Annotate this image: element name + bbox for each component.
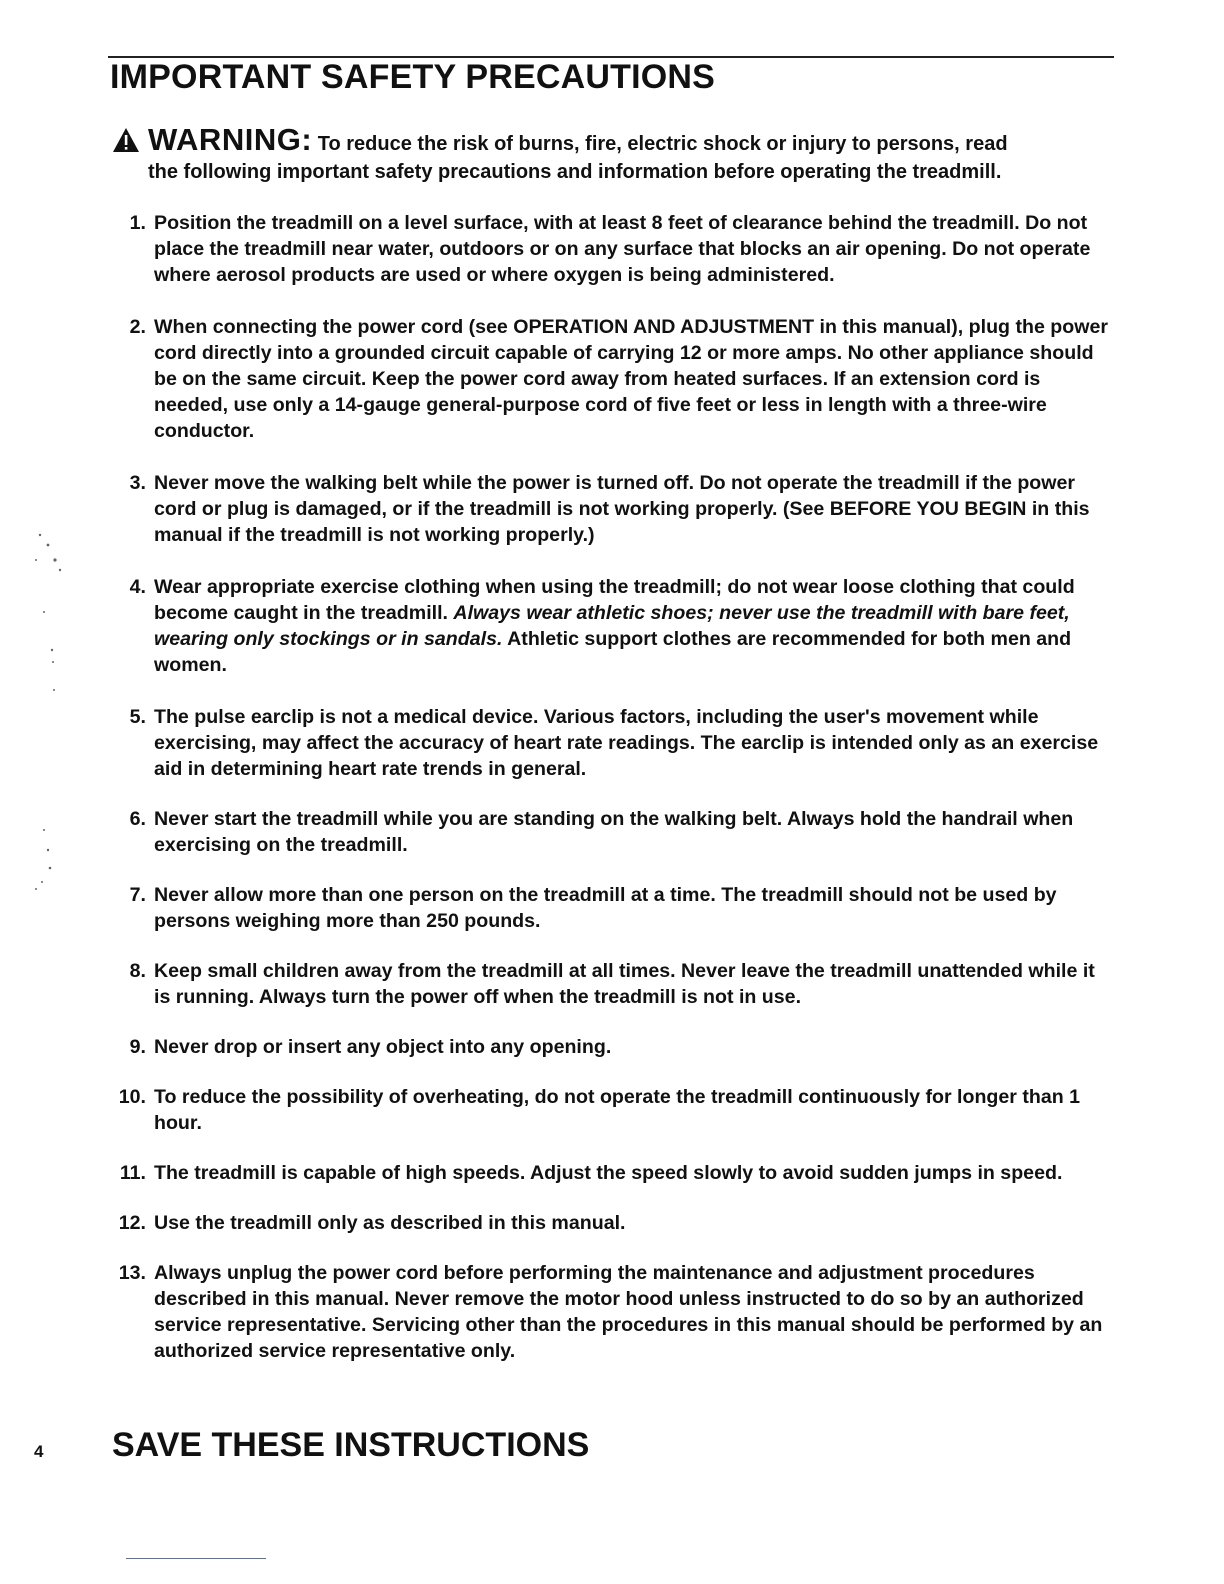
list-item — [112, 704, 1112, 782]
list-item — [112, 574, 1112, 678]
list-item — [112, 806, 1112, 858]
item-text: Athletic support clothes are recommended for both men and women. — [154, 628, 1072, 676]
warning-triangle-icon — [112, 127, 148, 153]
item-number: 4. — [129, 576, 146, 598]
item-text: When connecting the power cord (see OPERATION AND ADJUSTMENT in this manual), plug the power cord directly into a grounded circuit capable of carrying 12 or more amps. No other appliance should be on the same circuit. Keep the power cord away from heated surfaces. If an extension cord is needed, use only a 14-gauge general-purpose cord of five feet or less in length with a three-wire conductor. — [154, 316, 1108, 442]
precautions-list — [112, 210, 1112, 1364]
list-item — [112, 210, 1112, 288]
list-item — [112, 314, 1112, 444]
item-number: 5. — [129, 706, 146, 728]
page-number: 4 — [34, 1442, 44, 1461]
item-number: 6. — [129, 808, 146, 830]
item-number: 12. — [118, 1212, 146, 1234]
item-number: 7. — [129, 884, 146, 906]
item-text: Position the treadmill on a level surface, with at least 8 feet of clearance behind the treadmill. Do not place the treadmill near water, outdoors or on any surface that blocks an air opening. Do not operate where aerosol products are used or where oxygen is being administered. — [154, 212, 1091, 286]
warning-text-2: the following important safety precautions and information before operating the treadmill. — [148, 161, 1002, 183]
item-number: 3. — [129, 472, 146, 494]
list-item — [112, 470, 1112, 548]
warning-block — [112, 122, 1112, 186]
item-number: 8. — [129, 960, 146, 982]
item-number: 10. — [118, 1086, 146, 1108]
item-number: 11. — [119, 1162, 146, 1184]
list-item — [112, 1210, 1112, 1236]
item-text: Never drop or insert any object into any opening. — [154, 1036, 612, 1058]
save-instructions-heading: SAVE THESE INSTRUCTIONS — [112, 1426, 590, 1464]
item-text: Never allow more than one person on the treadmill at a time. The treadmill should not be used by persons weighing more than 250 pounds. — [154, 884, 1057, 932]
item-text: The pulse earclip is not a medical device. Various factors, including the user's movement while exercising, may affect the accuracy of heart rate readings. The earclip is intended only as an exercise aid in determining heart rate trends in general. — [154, 706, 1099, 780]
warning-label: WARNING: — [148, 122, 313, 157]
item-number: 9. — [129, 1036, 146, 1058]
warning-text-1: To reduce the risk of burns, fire, electric shock or injury to persons, read — [317, 133, 1008, 155]
warning-line-1 — [112, 122, 1112, 158]
list-item — [112, 882, 1112, 934]
scan-speckle-marks — [0, 0, 80, 900]
item-text: The treadmill is capable of high speeds. Adjust the speed slowly to avoid sudden jumps in speed. — [154, 1162, 1063, 1184]
item-number: 1. — [129, 212, 146, 234]
item-number: 13. — [118, 1262, 146, 1284]
item-text: Never start the treadmill while you are standing on the walking belt. Always hold the handrail when exercising on the treadmill. — [154, 808, 1074, 856]
item-text: Use the treadmill only as described in this manual. — [154, 1212, 626, 1234]
item-number: 2. — [129, 316, 146, 338]
item-text: Wear appropriate exercise clothing when using the treadmill; do not wear loose clothing that could become caught in the treadmill. — [154, 576, 1075, 624]
bottom-divider — [126, 1558, 266, 1559]
list-item — [112, 1034, 1112, 1060]
item-text: To reduce the possibility of overheating, do not operate the treadmill continuously for longer than 1 hour. — [154, 1086, 1081, 1134]
item-text: Keep small children away from the treadmill at all times. Never leave the treadmill unattended while it is running. Always turn the power off when the treadmill is not in use. — [154, 960, 1095, 1008]
list-item — [112, 1160, 1112, 1186]
list-item — [112, 1084, 1112, 1136]
item-text-emphasis: Always wear athletic shoes; never use the treadmill with bare feet, wearing only stockings or in sandals. — [154, 602, 1070, 650]
item-text: Always unplug the power cord before performing the maintenance and adjustment procedures described in this manual. Never remove the motor hood unless instructed to do so by an authorized service representative. Servicing other than the procedures in this manual should be performed by an authorized service representative only. — [154, 1262, 1103, 1362]
list-item — [112, 958, 1112, 1010]
item-text: Never move the walking belt while the power is turned off. Do not operate the treadmill if the power cord or plug is damaged, or if the treadmill is not working properly. (See BEFORE YOU BEGIN in this manual if the treadmill is not working properly.) — [154, 472, 1090, 546]
list-item — [112, 1260, 1112, 1364]
page-title: IMPORTANT SAFETY PRECAUTIONS — [110, 58, 716, 96]
